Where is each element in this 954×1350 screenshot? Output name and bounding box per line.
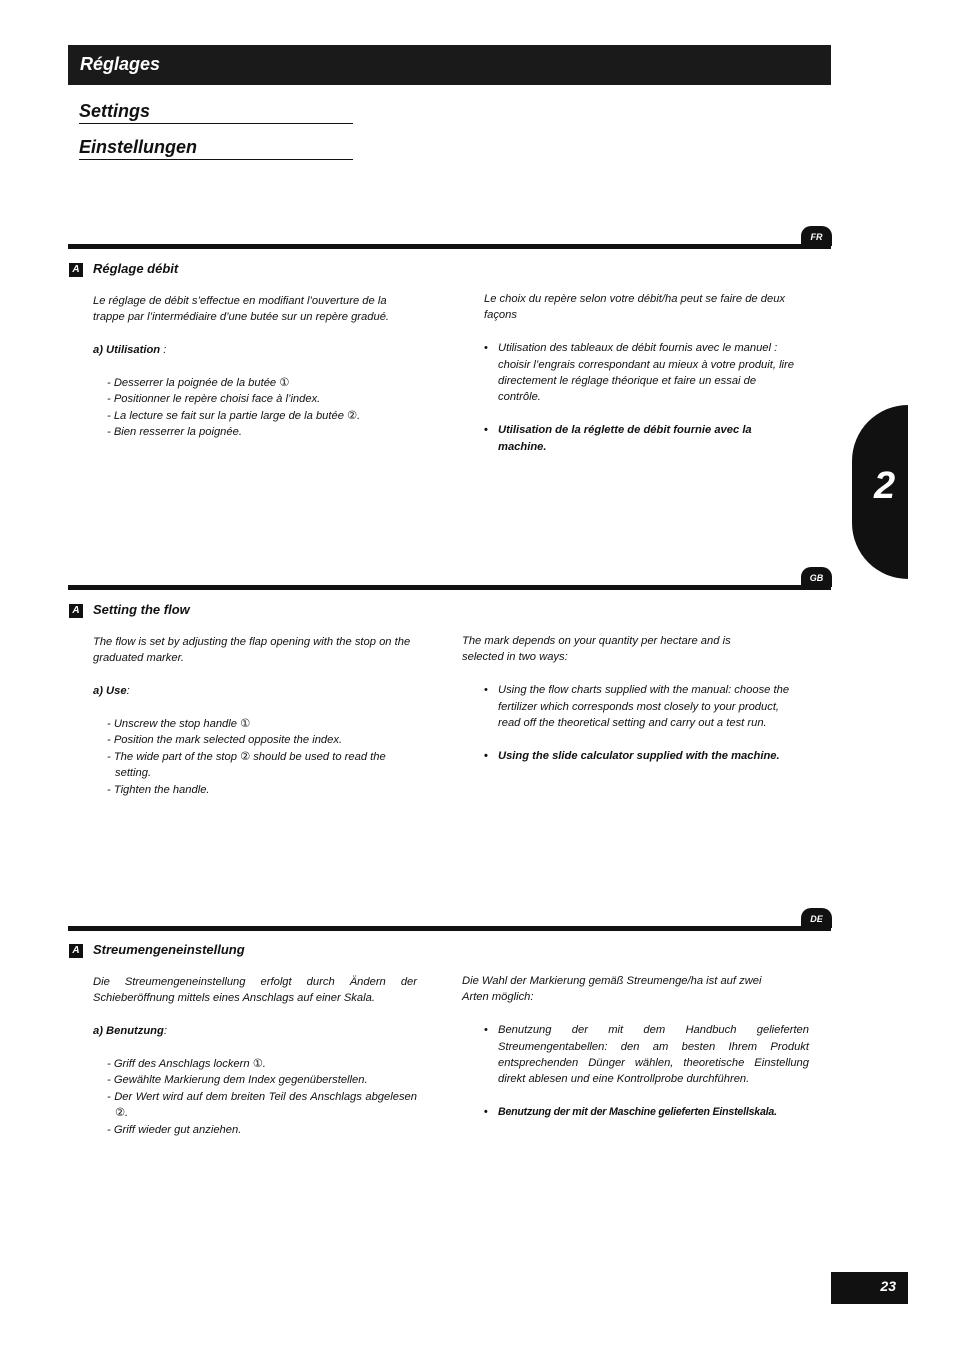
bullet-list-de (484, 1022, 809, 1120)
use-label-text: a) Utilisation (93, 344, 161, 357)
use-label-text: a) Use (93, 685, 127, 698)
intro-text-fr: Le réglage de débit s’effectue en modifiant l’ouverture de la trappe par l’intermédiaire d’une butée sur un repère gradué. (93, 295, 390, 324)
step-text: - Desserrer la poignée de la butée (107, 377, 280, 389)
chapter-number: 2 (874, 465, 896, 507)
page-title: Réglages (80, 54, 161, 74)
step-4: - Tighten the handle. (107, 783, 210, 796)
use-label-suffix: : (163, 1025, 167, 1038)
bullet-item-bold: • Benutzung der mit der Maschine gelieferten Einstellskala. (484, 1104, 809, 1120)
right-intro-de: Die Wahl der Markierung gemäß Streumenge/ha ist auf zwei Arten möglich: (462, 975, 762, 1004)
bullet-item: • Utilisation des tableaux de débit fournis avec le manuel : choisir l’engrais correspondant au mieux à votre produit, lire directement le réglage théorique et faire un essai de contrôle. (484, 340, 800, 406)
bullet-item: • Using the flow charts supplied with the manual: choose the fertilizer which corresponds most closely to your product, read off the theoretical setting and carry out a test run. (484, 682, 800, 731)
left-column-fr (93, 293, 413, 441)
step-text: - The wide part of the stop (107, 750, 241, 763)
use-label-fr (93, 342, 413, 358)
section-heading-de: Streumengeneinstellung (93, 942, 245, 957)
intro-text-de: Die Streumengeneinstellung erfolgt durch Ändern der Schieberöffnung mittels eines Anschlags auf einer Skala. (93, 976, 417, 1005)
right-column-fr (484, 291, 800, 471)
step-4: - Griff wieder gut anziehen. (107, 1123, 242, 1136)
step-2: - Position the mark selected opposite the index. (107, 734, 343, 747)
use-label-text: a) Benutzung (93, 1025, 164, 1038)
circled-number-2: ② (115, 1107, 126, 1120)
step-text: - Unscrew the stop handle (107, 718, 241, 730)
bullet-item: • Benutzung der mit dem Handbuch gelieferten Streumengentabellen: den am besten Ihrem Produkt entsprechenden Dünger wählen, theoretische Einstellung direkt ablesen und eine Kontrollprobe durchführen. (484, 1022, 809, 1088)
step-1 (107, 1056, 417, 1072)
steps-list-fr (107, 375, 413, 441)
language-tab-de: DE (801, 908, 832, 928)
right-column-de (462, 973, 809, 1137)
section-heading-fr: Réglage débit (93, 261, 179, 276)
intro-text-gb: The flow is set by adjusting the flap opening with the stop on the graduated marker. (93, 636, 411, 665)
header-bar (68, 45, 831, 85)
bullet-item-bold: • Utilisation de la réglette de débit fournie avec la machine. (484, 422, 800, 455)
page-number: 23 (880, 1278, 896, 1294)
steps-list-gb (107, 716, 418, 798)
step-1 (107, 716, 418, 732)
section-rule-de (68, 926, 831, 931)
circled-number-2: ② (347, 409, 358, 422)
section-rule-fr (68, 244, 831, 249)
step-3 (107, 408, 413, 424)
right-intro-gb: The mark depends on your quantity per hectare and is selected in two ways: (462, 635, 731, 664)
step-text-end: . (125, 1107, 129, 1120)
language-tab-fr: FR (801, 226, 832, 246)
use-label-de (93, 1023, 417, 1039)
right-intro-fr: Le choix du repère selon votre débit/ha peut se faire de deux façons (484, 293, 786, 322)
circled-number-2: ② (240, 750, 251, 763)
step-text-end: . (357, 409, 361, 422)
step-text: - Der Wert wird auf dem breiten Teil des Anschlags abgelesen (107, 1090, 417, 1103)
left-column-gb (93, 634, 418, 798)
subtitle-english: Settings (79, 101, 353, 124)
bullet-item-bold: • Using the slide calculator supplied with the machine. (484, 748, 800, 764)
section-heading-gb: Setting the flow (93, 602, 190, 617)
subtitle-german: Einstellungen (79, 137, 353, 160)
use-label-suffix: : (126, 685, 130, 698)
step-text-end: . (262, 1058, 266, 1070)
circled-number-1: ① (279, 377, 290, 389)
circled-number-1: ① (252, 1058, 263, 1070)
bullet-list-fr (484, 340, 800, 455)
section-rule-gb (68, 585, 831, 590)
step-text: - Griff des Anschlags lockern (107, 1058, 253, 1070)
step-2: - Positionner le repère choisi face à l’index. (107, 393, 321, 406)
step-text: - La lecture se fait sur la partie large de la butée (107, 409, 348, 422)
circled-number-1: ① (240, 718, 251, 730)
step-2: - Gewählte Markierung dem Index gegenüberstellen. (107, 1074, 368, 1087)
left-column-de (93, 974, 417, 1138)
section-marker-gb: A (69, 604, 83, 618)
step-3 (107, 749, 418, 782)
section-marker-de: A (69, 944, 83, 958)
use-label-suffix: : (160, 344, 167, 357)
page-number-box (831, 1272, 908, 1304)
step-3 (107, 1089, 417, 1122)
section-marker-fr: A (69, 263, 83, 277)
bullet-list-gb (484, 682, 800, 764)
step-text-end: should be used to read the setting. (115, 750, 386, 780)
step-4: - Bien resserrer la poignée. (107, 426, 242, 439)
steps-list-de (107, 1056, 417, 1138)
language-tab-gb: GB (801, 567, 832, 587)
use-label-gb (93, 683, 418, 699)
step-1 (107, 375, 413, 391)
right-column-gb (462, 633, 800, 781)
